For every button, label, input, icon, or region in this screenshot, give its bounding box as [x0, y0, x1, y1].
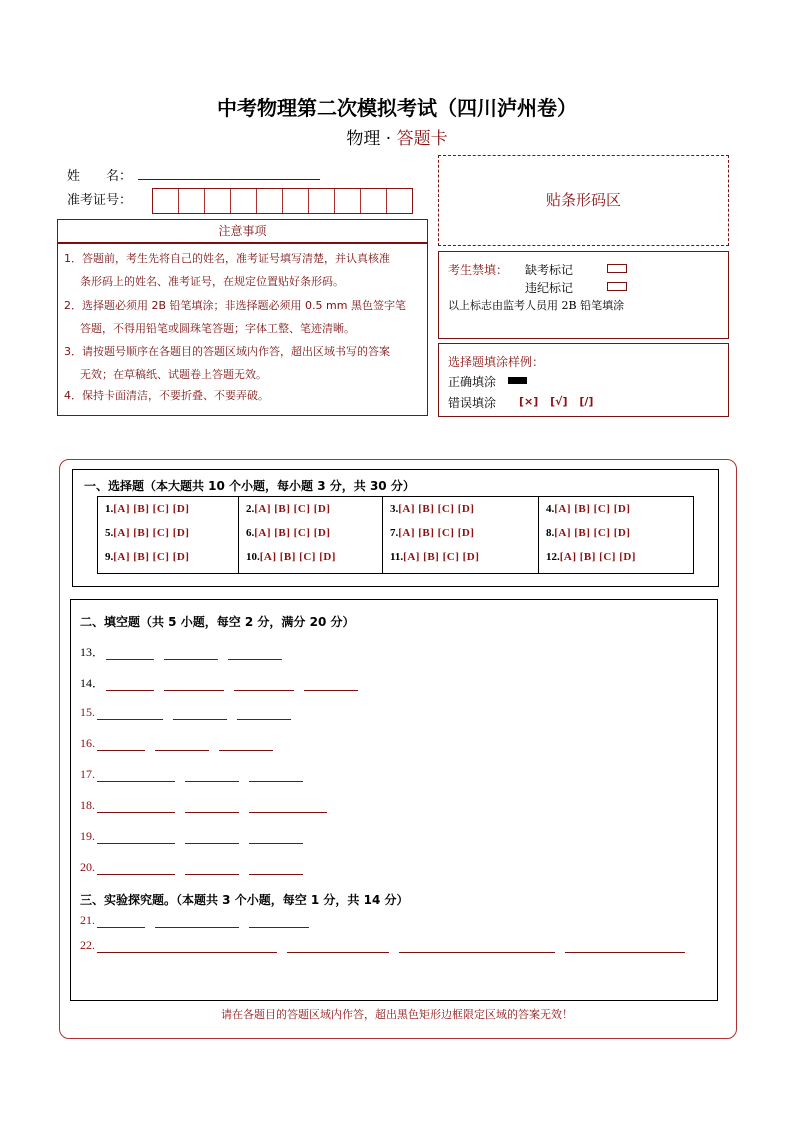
fill-row [80, 938, 695, 953]
notice-line [64, 247, 422, 270]
answer-blank[interactable] [173, 707, 227, 720]
exam-id-digit-box[interactable] [387, 189, 412, 213]
answer-blank[interactable] [97, 940, 277, 953]
answer-options[interactable]: [A] [B] [C] [D] [113, 527, 190, 539]
choice-column [239, 497, 383, 573]
answer-blank[interactable] [106, 647, 154, 660]
answer-options[interactable]: [A] [B] [C] [D] [554, 527, 631, 539]
notice-line [64, 340, 422, 363]
exam-id-digit-box[interactable] [231, 189, 257, 213]
question-number: 4. [546, 503, 555, 515]
forbid-label: 考生禁填： [448, 263, 509, 277]
fill-row [80, 860, 313, 875]
choice-column [98, 497, 239, 573]
notice-item [64, 294, 422, 340]
answer-blank[interactable] [164, 647, 218, 660]
wrong-label: 错误填涂 [448, 396, 497, 410]
answer-blank[interactable] [249, 915, 309, 928]
answer-options[interactable]: [A] [B] [C] [D] [559, 551, 636, 563]
fill-row [80, 674, 368, 691]
violation-mark[interactable] [607, 282, 627, 291]
choice-question[interactable] [246, 545, 382, 569]
answer-options[interactable]: [A] [B] [C] [D] [259, 551, 336, 563]
question-number: 20. [80, 860, 95, 874]
section-fill-title: 二、填空题（共 5 小题，每空 2 分，满分 20 分） [80, 615, 355, 629]
exam-id-digit-box[interactable] [335, 189, 361, 213]
answer-options[interactable]: [A] [B] [C] [D] [254, 527, 331, 539]
answer-blank[interactable] [185, 800, 239, 813]
answer-blank[interactable] [185, 831, 239, 844]
exam-id-digit-box[interactable] [179, 189, 205, 213]
question-number: 14． [80, 676, 105, 690]
barcode-area: 贴条形码区 [438, 155, 729, 246]
proctor-only-box [438, 251, 729, 339]
subtitle-subject: 物理 · [346, 129, 397, 149]
answer-blank[interactable] [97, 769, 175, 782]
exam-id-label: 准考证号： [67, 193, 133, 208]
name-label: 姓 名： [67, 169, 133, 184]
answer-blank[interactable] [97, 862, 175, 875]
sample-title: 选择题填涂样例： [448, 355, 545, 369]
answer-blank[interactable] [106, 678, 154, 691]
filled-sample [508, 377, 527, 384]
notice-item [64, 384, 422, 407]
question-number: 22. [80, 938, 95, 952]
answer-options[interactable]: [A] [B] [C] [D] [113, 503, 190, 515]
forbid-note: 以上标志由监考人员用 2B 铅笔填涂 [448, 299, 625, 312]
section-experiment-title: 三、实验探究题。（本题共 3 个小题，每空 1 分，共 14 分） [80, 893, 409, 907]
violation-label: 违纪标记 [525, 281, 574, 295]
answer-options[interactable]: [A] [B] [C] [D] [554, 503, 631, 515]
answer-blank[interactable] [249, 862, 303, 875]
choice-question[interactable] [546, 521, 693, 545]
section-choice-title: 一、选择题（本大题共 10 个小题，每小题 3 分，共 30 分） [84, 479, 415, 493]
answer-options[interactable]: [A] [B] [C] [D] [398, 527, 475, 539]
exam-id-digit-box[interactable] [205, 189, 231, 213]
choice-question[interactable] [105, 497, 238, 521]
notice-body [57, 243, 428, 416]
exam-id-digit-box[interactable] [153, 189, 179, 213]
fill-row [80, 767, 313, 782]
notice-title: 注意事项 [57, 219, 428, 244]
choice-question[interactable] [105, 521, 238, 545]
answer-blank[interactable] [97, 915, 145, 928]
wrong-mark-check: [√] [550, 395, 568, 408]
answer-blank[interactable] [234, 678, 294, 691]
question-number: 21. [80, 913, 95, 927]
notice-number: 4． [64, 389, 82, 402]
answer-blank[interactable] [97, 738, 145, 751]
question-number: 16. [80, 736, 95, 750]
fill-row [80, 736, 283, 751]
question-number: 1. [105, 503, 114, 515]
question-number: 7. [390, 527, 399, 539]
wrong-marks [519, 395, 593, 408]
answer-blank[interactable] [237, 707, 291, 720]
answer-blank[interactable] [185, 862, 239, 875]
fill-row [80, 705, 301, 720]
exam-id-digit-box[interactable] [283, 189, 309, 213]
notice-item [64, 247, 422, 293]
wrong-mark-slash: [/] [579, 395, 594, 408]
answer-blank[interactable] [304, 678, 358, 691]
question-number: 19. [80, 829, 95, 843]
question-number: 6. [246, 527, 255, 539]
notice-text: 请按题号顺序在各题目的答题区域内作答，超出区域书写的答案 [82, 345, 390, 358]
wrong-mark-cross: [×] [519, 395, 539, 408]
notice-text-cont: 无效；在草稿纸、试题卷上答题无效。 [80, 368, 267, 381]
correct-label: 正确填涂 [448, 375, 497, 389]
notice-item [64, 340, 422, 386]
question-number: 17. [80, 767, 95, 781]
answer-options[interactable]: [A] [B] [C] [D] [113, 551, 190, 563]
question-number: 3. [390, 503, 399, 515]
choice-question[interactable] [390, 497, 538, 521]
question-number: 8. [546, 527, 555, 539]
answer-blank[interactable] [97, 831, 175, 844]
page-subtitle [0, 124, 794, 149]
absent-mark[interactable] [607, 264, 627, 273]
answer-blank[interactable] [249, 800, 327, 813]
answer-blank[interactable] [155, 738, 209, 751]
choice-grid [97, 496, 694, 574]
name-field[interactable] [138, 179, 320, 180]
exam-id-digit-box[interactable] [309, 189, 335, 213]
question-number: 10. [246, 551, 260, 563]
question-number: 5. [105, 527, 114, 539]
choice-question[interactable] [246, 521, 382, 545]
fill-row [80, 643, 292, 660]
notice-line [64, 294, 422, 317]
answer-blank[interactable] [399, 940, 555, 953]
answer-options[interactable]: [A] [B] [C] [D] [403, 551, 480, 563]
answer-blank[interactable] [155, 915, 239, 928]
notice-number: 3． [64, 345, 82, 358]
page-title: 中考物理第二次模拟考试（四川泸州卷） [217, 96, 577, 120]
answer-blank[interactable] [97, 707, 163, 720]
footer-warning: 请在各题目的答题区域内作答，超出黑色矩形边框限定区域的答案无效！ [221, 1008, 573, 1021]
notice-text: 选择题必须用 2B 铅笔填涂；非选择题必须用 0.5 mm 黑色签字笔 [82, 299, 406, 312]
notice-number: 1． [64, 252, 82, 265]
absent-label: 缺考标记 [525, 263, 574, 277]
fill-row [80, 798, 337, 813]
choice-column [539, 497, 693, 573]
choice-column [383, 497, 539, 573]
answer-options[interactable]: [A] [B] [C] [D] [254, 503, 331, 515]
notice-text: 保持卡面清洁，不要折叠、不要弄破。 [82, 389, 269, 402]
notice-line [64, 384, 422, 407]
answer-blank[interactable] [287, 940, 389, 953]
question-number: 12. [546, 551, 560, 563]
exam-id-digit-box[interactable] [257, 189, 283, 213]
question-number: 2. [246, 503, 255, 515]
fill-row [80, 829, 313, 844]
question-number: 15. [80, 705, 95, 719]
answer-options[interactable]: [A] [B] [C] [D] [398, 503, 475, 515]
question-number: 11. [390, 551, 404, 563]
choice-question[interactable] [105, 545, 238, 569]
notice-text-cont: 答题，不得用铅笔或圆珠笔答题；字体工整、笔迹清晰。 [80, 322, 355, 335]
question-number: 9. [105, 551, 114, 563]
answer-blank[interactable] [249, 769, 303, 782]
notice-number: 2． [64, 299, 82, 312]
notice-text: 答题前，考生先将自己的姓名，准考证号填写清楚，并认真核准 [82, 252, 390, 265]
fill-row [80, 913, 319, 928]
choice-question[interactable] [546, 545, 693, 569]
notice-text-cont: 条形码上的姓名、准考证号，在规定位置贴好条形码。 [80, 275, 344, 288]
question-number: 13． [80, 645, 105, 659]
answer-blank[interactable] [185, 769, 239, 782]
choice-question[interactable] [246, 497, 382, 521]
exam-id-boxes[interactable] [152, 188, 413, 214]
question-number: 18. [80, 798, 95, 812]
answer-blank[interactable] [219, 738, 273, 751]
subtitle-card: 答题卡 [396, 129, 448, 149]
exam-id-digit-box[interactable] [361, 189, 387, 213]
answer-blank[interactable] [565, 940, 685, 953]
choice-question[interactable] [546, 497, 693, 521]
answer-blank[interactable] [164, 678, 224, 691]
answer-blank[interactable] [249, 831, 303, 844]
fill-sample-box [438, 343, 729, 417]
choice-question[interactable] [390, 521, 538, 545]
answer-blank[interactable] [97, 800, 175, 813]
answer-blank[interactable] [228, 647, 282, 660]
choice-question[interactable] [390, 545, 538, 569]
